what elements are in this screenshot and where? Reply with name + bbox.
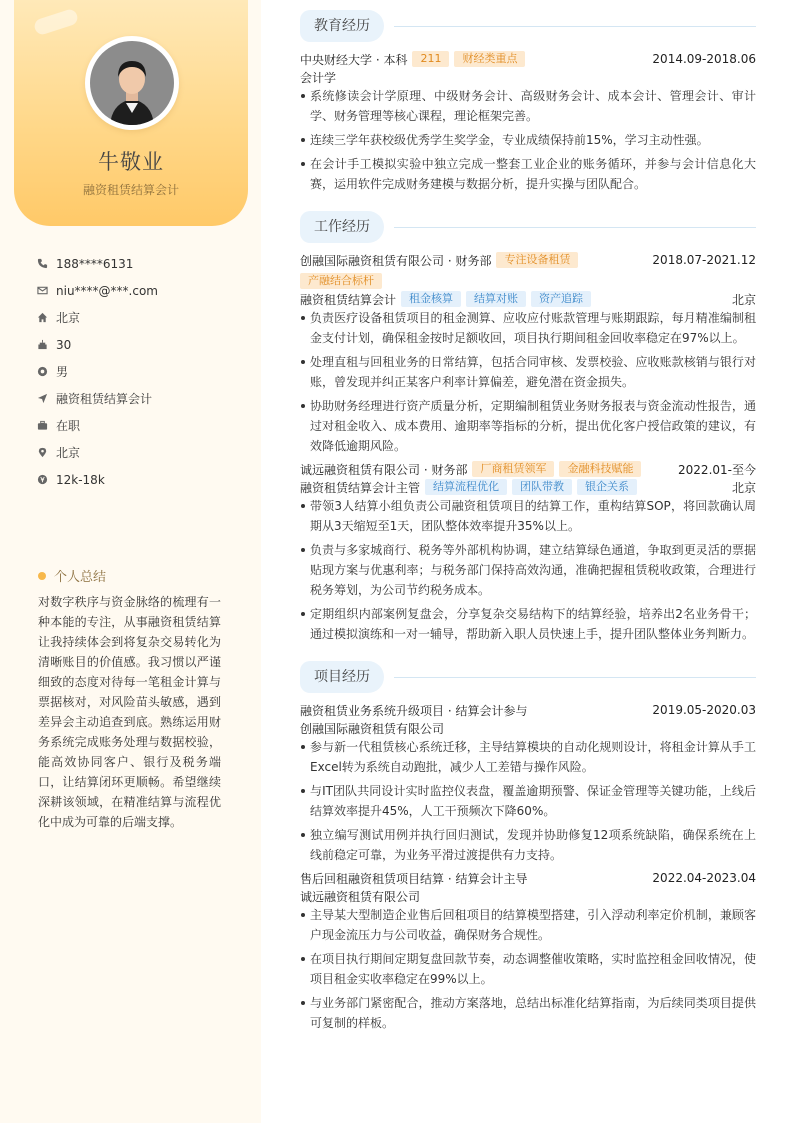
list-item: 连续三学年获校级优秀学生奖学金，专业成绩保持前15%，学习主动性强。 — [300, 130, 756, 150]
sidebar — [0, 0, 261, 1123]
project-name: 售后回租融资租赁项目结算 · 结算会计主导 — [300, 871, 528, 886]
project-name-row — [300, 869, 756, 887]
home-icon — [36, 312, 48, 324]
company-tag: 金融科技赋能 — [559, 461, 641, 477]
job-city: 北京 — [731, 292, 756, 307]
location-icon — [36, 447, 48, 459]
job-bullets — [300, 308, 756, 460]
education-tag: 211 — [412, 51, 449, 67]
contact-phone-text: 188****6131 — [56, 256, 134, 271]
bullet-dot-icon — [38, 572, 46, 580]
avatar-photo — [90, 41, 174, 125]
education-section-header — [300, 10, 756, 42]
gender-icon — [36, 366, 48, 378]
project-org: 创融国际融资租赁有限公司 — [300, 721, 445, 736]
list-item: 与业务部门紧密配合，推动方案落地，总结出标准化结算指南，为后续同类项目提供可复制的样板。 — [300, 993, 756, 1033]
send-icon — [36, 393, 48, 405]
contact-status-text: 在职 — [56, 419, 81, 433]
job-company-tag-row — [300, 272, 756, 290]
work-heading: 工作经历 — [300, 211, 384, 243]
job-position: 融资租赁结算会计主管 — [300, 480, 421, 495]
decorative-shape — [33, 8, 80, 37]
job-date: 2018.07-2021.12 — [652, 253, 756, 267]
contact-age — [36, 331, 246, 358]
contact-gender — [36, 358, 246, 385]
project-bullets — [300, 737, 756, 869]
job-position-row — [300, 478, 756, 496]
job-company-row — [300, 460, 756, 478]
projects-heading: 项目经历 — [300, 661, 384, 693]
contact-target-role — [36, 385, 246, 412]
phone-icon — [36, 258, 48, 270]
salary-icon — [36, 474, 48, 486]
avatar — [85, 36, 179, 130]
job-position: 融资租赁结算会计 — [300, 292, 397, 307]
education-date: 2014.09-2018.06 — [652, 52, 756, 66]
skill-tag: 结算对账 — [466, 291, 526, 307]
list-item: 在项目执行期间定期复盘回款节奏，动态调整催收策略，实时监控租金回收情况，使项目租金实收率稳定在99%以上。 — [300, 949, 756, 989]
project-date: 2022.04-2023.04 — [652, 871, 756, 885]
project-org-row — [300, 719, 756, 737]
divider — [394, 227, 756, 228]
summary-heading-text: 个人总结 — [54, 570, 107, 585]
contact-gender-text: 男 — [56, 365, 69, 379]
contact-status — [36, 412, 246, 439]
education-tag: 财经类重点 — [454, 51, 525, 67]
contact-phone — [36, 250, 246, 277]
list-item: 带领3人结算小组负责公司融资租赁项目的结算工作，重构结算SOP，将回款确认周期从3天缩短至1天，团队整体效率提升35%以上。 — [300, 496, 756, 536]
education-major: 会计学 — [300, 70, 337, 85]
contact-location-text: 北京 — [56, 446, 81, 460]
skill-tag: 结算流程优化 — [425, 479, 507, 495]
list-item: 负责与多家城商行、税务等外部机构协调，建立结算绿色通道，争取到更灵活的票据贴现方案与优惠利率；与税务部门保持高效沟通，准确把握租赁税收政策，合理进行税务筹划，为公司节约税务成本。 — [300, 540, 756, 600]
education-bullets — [300, 86, 756, 198]
profile-header — [14, 0, 248, 226]
skill-tag: 团队带教 — [512, 479, 572, 495]
divider — [394, 26, 756, 27]
list-item: 定期组织内部案例复盘会，分享复杂交易结构下的结算经验，培养出2名业务骨干；通过模拟演练和一对一辅导，帮助新入职人员快速上手，提升团队整体业务判断力。 — [300, 604, 756, 644]
contact-home — [36, 304, 246, 331]
education-major-row — [300, 68, 756, 86]
project-name-row — [300, 701, 756, 719]
projects-section-header — [300, 661, 756, 693]
list-item: 系统修读会计学原理、中级财务会计、高级财务会计、成本会计、管理会计、审计学、财务管理等核心课程，理论框架完善。 — [300, 86, 756, 126]
divider — [394, 677, 756, 678]
contact-age-text: 30 — [56, 337, 72, 352]
profile-name: 牛敬业 — [98, 150, 164, 174]
company-tag: 产融结合标杆 — [300, 273, 382, 289]
contact-list — [36, 250, 246, 493]
list-item: 主导某大型制造企业售后回租项目的结算模型搭建，引入浮动利率定价机制，兼顾客户现金流压力与公司收益，确保财务合规性。 — [300, 905, 756, 945]
education-school-row — [300, 50, 756, 68]
profile-title: 融资租赁结算会计 — [82, 183, 179, 197]
list-item: 负责医疗设备租赁项目的租金测算、应收应付账款管理与账期跟踪，每月精准编制租金支付计划，确保租金按时足额收回，项目执行期间租金回收率稳定在97%以上。 — [300, 308, 756, 348]
contact-salary — [36, 466, 246, 493]
skill-tag: 租金核算 — [401, 291, 461, 307]
list-item: 与IT团队共同设计实时监控仪表盘，覆盖逾期预警、保证金管理等关键功能，上线后结算效率提升45%，人工干预频次下降60%。 — [300, 781, 756, 821]
contact-home-text: 北京 — [56, 311, 81, 325]
job-company-row — [300, 251, 756, 269]
work-section-header — [300, 211, 756, 243]
project-name: 融资租赁业务系统升级项目 · 结算会计参与 — [300, 703, 528, 718]
job-position-row — [300, 290, 756, 308]
contact-salary-text: 12k-18k — [56, 472, 105, 487]
list-item: 处理直租与回租业务的日常结算，包括合同审核、发票校验、应收账款核销与银行对账，曾发现并纠正某客户利率计算偏差，避免潜在资金损失。 — [300, 352, 756, 392]
list-item: 独立编写测试用例并执行回归测试，发现并协助修复12项系统缺陷，确保系统在上线前稳定可靠，为业务平滑过渡提供有力支持。 — [300, 825, 756, 865]
skill-tag: 资产追踪 — [531, 291, 591, 307]
contact-target-role-text: 融资租赁结算会计 — [56, 392, 153, 406]
contact-email — [36, 277, 246, 304]
company-tag: 专注设备租赁 — [496, 252, 578, 268]
project-org: 诚远融资租赁有限公司 — [300, 889, 421, 904]
summary-heading — [38, 566, 106, 585]
list-item: 参与新一代租赁核心系统迁移，主导结算模块的自动化规则设计，将租金计算从手工Excel转为系统自动跑批，减少人工差错与操作风险。 — [300, 737, 756, 777]
mail-icon — [36, 285, 48, 297]
company-tag: 厂商租赁领军 — [472, 461, 554, 477]
cake-icon — [36, 339, 48, 351]
skill-tag: 银企关系 — [577, 479, 637, 495]
contact-location — [36, 439, 246, 466]
briefcase-icon — [36, 420, 48, 432]
list-item: 协助财务经理进行资产质量分析，定期编制租赁业务财务报表与资金流动性报告，通过对租金收入、成本费用、逾期率等指标的分析，提出优化客户授信政策的建议，有效降低逾期风险。 — [300, 396, 756, 456]
project-org-row — [300, 887, 756, 905]
education-heading: 教育经历 — [300, 10, 384, 42]
project-bullets — [300, 905, 756, 1037]
job-city: 北京 — [731, 480, 756, 495]
education-school: 中央财经大学 · 本科 — [300, 52, 408, 67]
job-company: 诚远融资租赁有限公司 · 财务部 — [300, 462, 468, 477]
job-bullets — [300, 496, 756, 648]
project-date: 2019.05-2020.03 — [652, 703, 756, 717]
job-company: 创融国际融资租赁有限公司 · 财务部 — [300, 253, 492, 268]
contact-email-text: niu****@***.com — [56, 283, 158, 298]
summary-text: 对数字秩序与资金脉络的梳理有一种本能的专注，从事融资租赁结算让我持续体会到将复杂交易转化为清晰账目的价值感。我习惯以严谨细致的态度对待每一笔租金计算与票据核对，对风险苗头敏感，遇到差异会主动追查到底。熟练运用财务系统完成账务处理与数据校验，能高效协同客户、银行及税务端口，让结算闭环更顺畅。希望继续深耕该领域，在精准结算与流程优化中成为可靠的后端支撑。 — [38, 595, 221, 829]
job-date: 2022.01-至今 — [678, 462, 756, 477]
list-item: 在会计手工模拟实验中独立完成一整套工业企业的账务循环，并参与会计信息化大赛，运用软件完成财务建模与数据分析，提升实操与团队配合。 — [300, 154, 756, 194]
